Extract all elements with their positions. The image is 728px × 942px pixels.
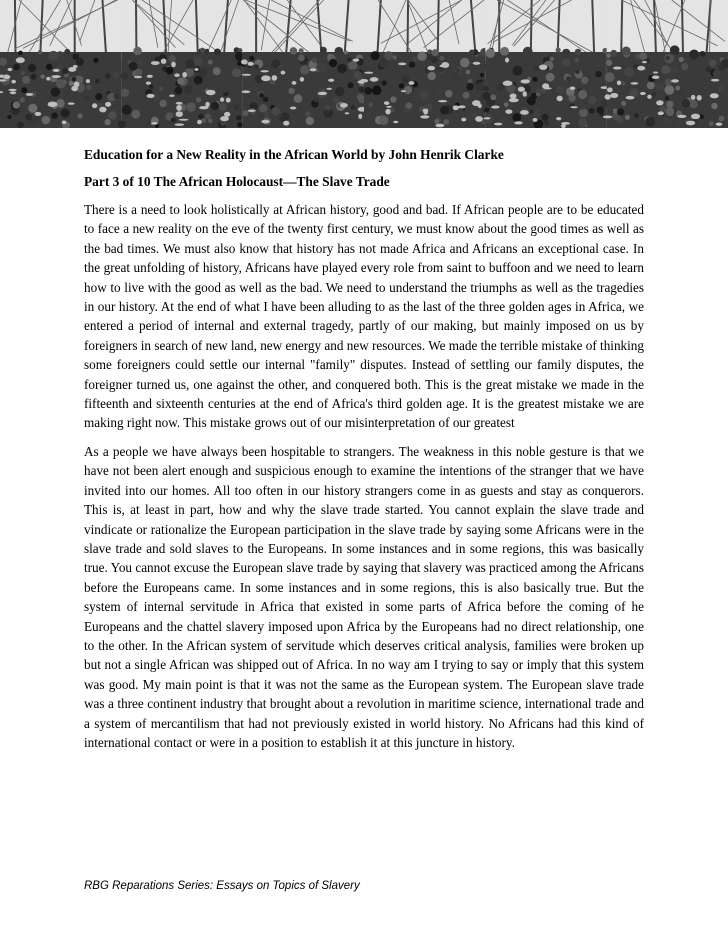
paragraph-2: As a people we have always been hospitable to strangers. The weakness in this noble gesture is that we have not been alert enough and suspicious enough to examine the intentions of the stranger that we have invited into our homes. All too often in our history strangers come in as guests and stay as conquerors. This is, at least in part, how and why the slave trade started. You cannot explain the slave trade and vindicate or rationalize the European participation in the slave trade by saying some Africans were in the slave trade and sold slaves to the Europeans. In some instances and in some regions, this was basically true. You cannot excuse the European slave trade by saying that slavery was practiced among the Africans before the Europeans came. In some instances and in some regions, this is also basically true. But the system of internal servitude in Africa that existed in some parts of Africa before the coming of he Europeans and the chattel slavery imposed upon Africa by the Europeans had no direct relationship, one to the other. In the African system of servitude which deserves critical analysis, families were broken up but not a single African was shipped out of Africa. In no way am I trying to say or imply that this system was good. My main point is that it was not the same as the European system. The European slave trade was a three continent industry that brought about a revolution in maritime science, international trade and a system of mercantilism that had not previously existed in world history. No Africans had this kind of international contact or were in a position to establish it at this juncture in history. xyxy=(84,443,644,750)
paragraph-1: There is a need to look holistically at African history, good and bad. If African people are to be educated to face a new reality on the eve of the twenty first century, we must know about the good times as well as the bad times. We must also know that history has not made Africa and Africans an exceptional case. In the great unfolding of history, Africans have played every role from saint to buffoon and we need to learn how to live with the good as well as the bad. We need to understand the triumphs as well as the tragedies in our history. At the end of what I have been alluding to as the last of the three golden ages in Africa, we entered a period of internal and external tragedy, partly of our making, but mainly imposed on us by foreigners in search of new land, new energy and new resources. We made the terrible mistake of thinking some foreigners could settle our internal "family" disputes. Instead of settling our family disputes, the foreigner turned us, one against the other, and conquered both. This is the great mistake we made in the fifteenth and sixteenth centuries at the end of Africa's third golden age. It is the greatest mistake we are making right now. This mistake grows out of our misinterpretation of our greatest xyxy=(84,202,644,431)
document-title: Education for a New Reality in the African World by John Henrik Clarke xyxy=(84,147,504,162)
document-subtitle: Part 3 of 10 The African Holocaust—The Slave Trade xyxy=(84,174,390,189)
page-footer: RBG Reparations Series: Essays on Topics of Slavery xyxy=(84,880,360,892)
slave-ship-engraving-image xyxy=(0,0,728,128)
document-body xyxy=(84,146,644,761)
header-engraving-banner xyxy=(0,0,728,128)
